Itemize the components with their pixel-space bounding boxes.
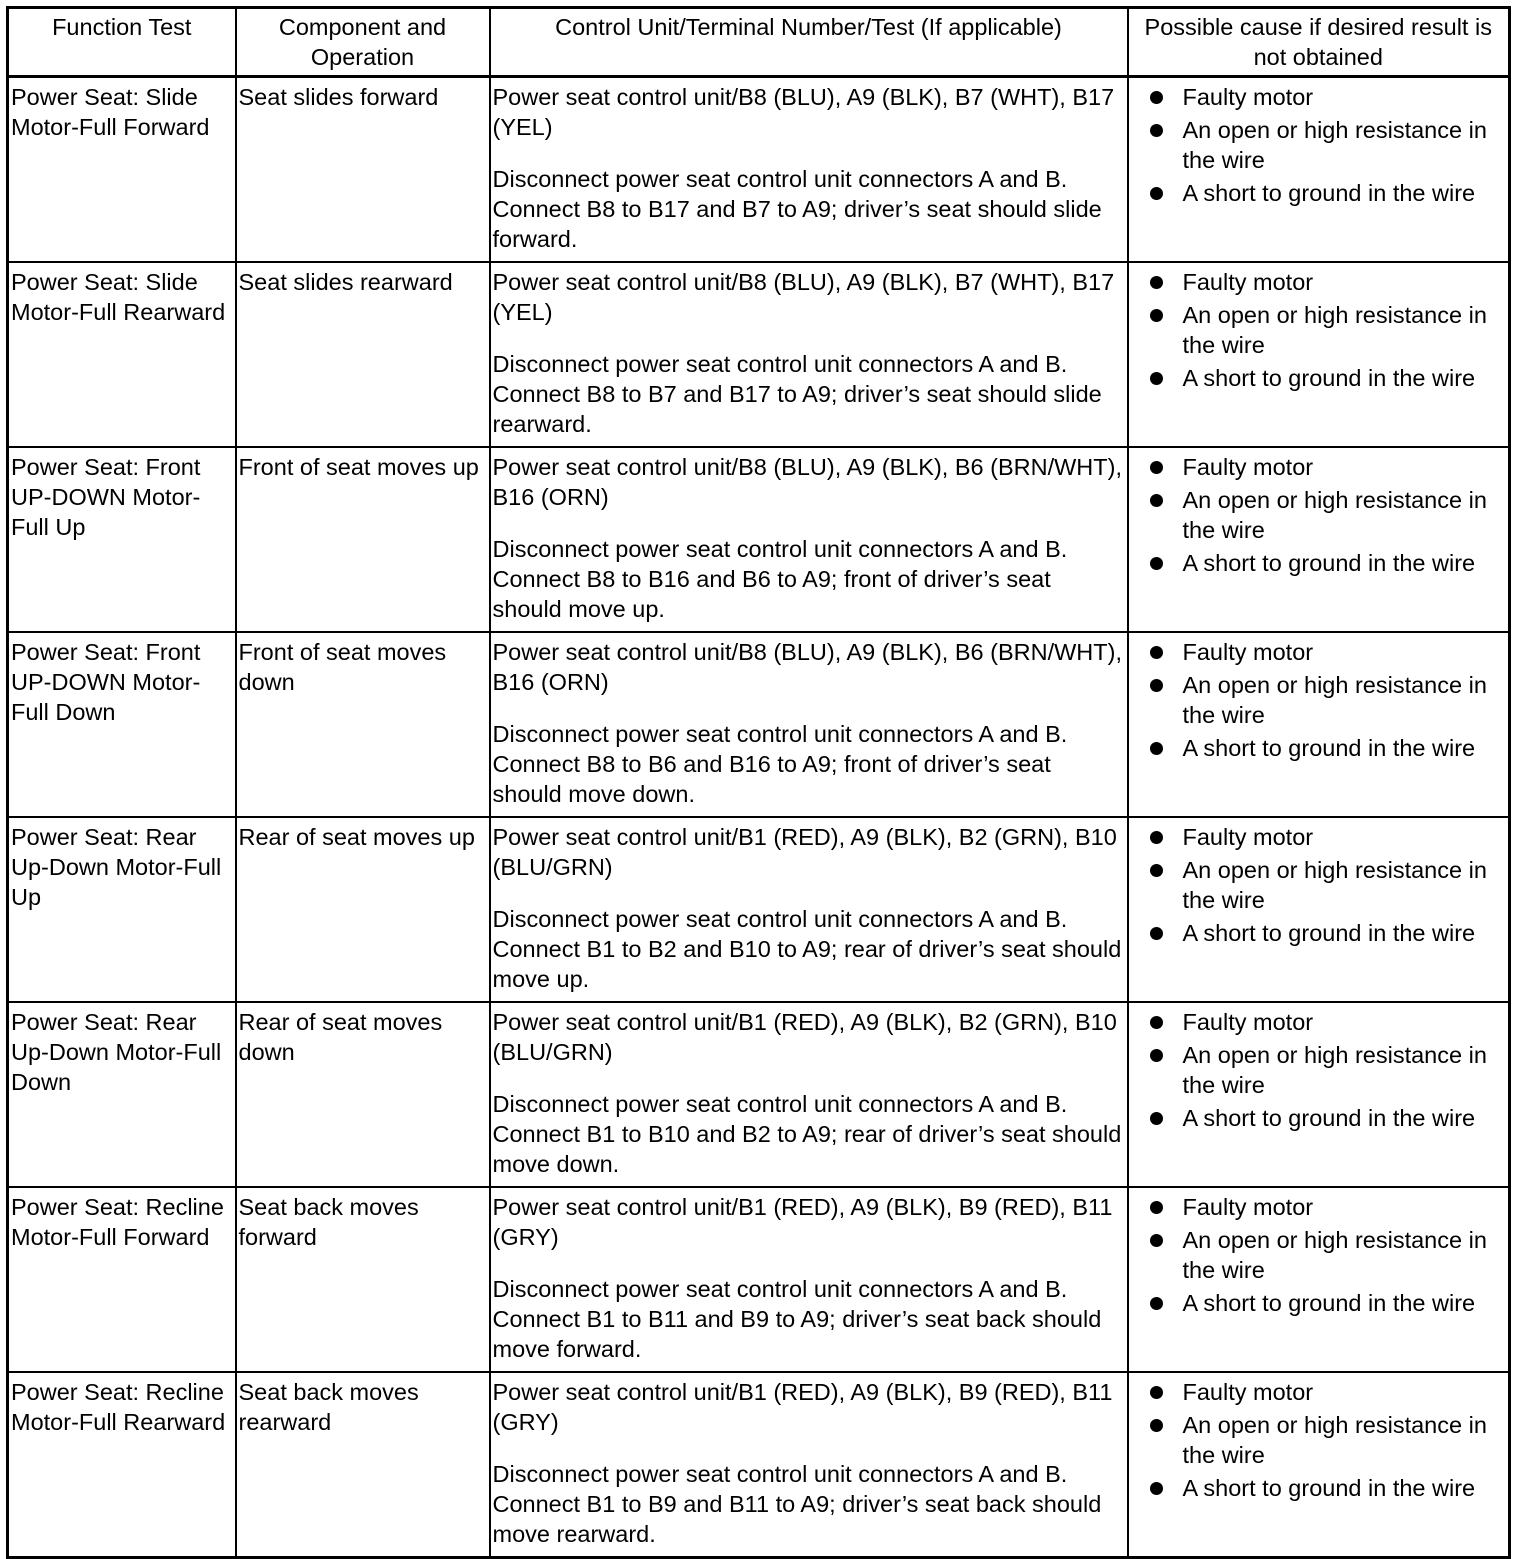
cause-item (1131, 1040, 1507, 1100)
cause-text: An open or high resistance in the wire (1182, 487, 1487, 543)
cause-item (1131, 82, 1507, 112)
component-operation-cell: Rear of seat moves down (236, 1002, 490, 1187)
control-unit-cell (490, 817, 1128, 1002)
cause-list (1131, 267, 1507, 393)
cause-list (1131, 637, 1507, 763)
table-row (8, 1187, 1510, 1372)
test-procedure: Disconnect power seat control unit connectors A and B. Connect B1 to B11 and B9 to A9; driver’s seat back should move forward. (492, 1276, 1102, 1362)
bullet-icon (1150, 1016, 1163, 1029)
cause-item (1131, 1103, 1507, 1133)
control-unit-cell (490, 447, 1128, 632)
function-test-cell: Power Seat: Front UP-DOWN Motor-Full Up (8, 447, 236, 632)
cause-item (1131, 267, 1507, 297)
cause-list (1131, 822, 1507, 948)
terminal-list: Power seat control unit/B1 (RED), A9 (BLK), B9 (RED), B11 (GRY) (492, 1379, 1113, 1435)
possible-cause-cell (1128, 1372, 1510, 1558)
header-row (8, 8, 1510, 77)
cause-text: An open or high resistance in the wire (1182, 672, 1487, 728)
cause-text: An open or high resistance in the wire (1182, 302, 1487, 358)
table-body (8, 77, 1510, 1558)
control-unit-cell (490, 1372, 1128, 1558)
cause-item (1131, 918, 1507, 948)
terminal-list: Power seat control unit/B1 (RED), A9 (BLK), B2 (GRN), B10 (BLU/GRN) (492, 824, 1117, 880)
cause-list (1131, 1192, 1507, 1318)
possible-cause-cell (1128, 632, 1510, 817)
cause-text: A short to ground in the wire (1182, 1475, 1476, 1501)
bullet-icon (1150, 461, 1163, 474)
terminal-list: Power seat control unit/B1 (RED), A9 (BLK), B2 (GRN), B10 (BLU/GRN) (492, 1009, 1117, 1065)
test-procedure: Disconnect power seat control unit connectors A and B. Connect B8 to B16 and B6 to A9; front of driver’s seat should move up. (492, 536, 1068, 622)
control-unit-cell (490, 632, 1128, 817)
cause-item (1131, 452, 1507, 482)
possible-cause-cell (1128, 77, 1510, 263)
bullet-icon (1150, 646, 1163, 659)
possible-cause-cell (1128, 817, 1510, 1002)
cause-item (1131, 1007, 1507, 1037)
terminal-list: Power seat control unit/B8 (BLU), A9 (BLK), B7 (WHT), B17 (YEL) (492, 84, 1115, 140)
function-test-cell: Power Seat: Rear Up-Down Motor-Full Down (8, 1002, 236, 1187)
bullet-icon (1150, 1297, 1163, 1310)
bullet-icon (1150, 309, 1163, 322)
cause-text: A short to ground in the wire (1182, 735, 1476, 761)
terminal-list: Power seat control unit/B8 (BLU), A9 (BLK), B7 (WHT), B17 (YEL) (492, 269, 1115, 325)
cause-item (1131, 637, 1507, 667)
cause-text: Faulty motor (1182, 639, 1314, 665)
test-procedure: Disconnect power seat control unit connectors A and B. Connect B1 to B10 and B2 to A9; rear of driver’s seat should move down. (492, 1091, 1122, 1177)
cause-item (1131, 1288, 1507, 1318)
bullet-icon (1150, 557, 1163, 570)
cause-item (1131, 178, 1507, 208)
terminal-list: Power seat control unit/B8 (BLU), A9 (BLK), B6 (BRN/WHT), B16 (ORN) (492, 639, 1122, 695)
test-procedure: Disconnect power seat control unit connectors A and B. Connect B8 to B6 and B16 to A9; front of driver’s seat should move down. (492, 721, 1068, 807)
cause-text: A short to ground in the wire (1182, 1290, 1476, 1316)
test-procedure: Disconnect power seat control unit connectors A and B. Connect B8 to B17 and B7 to A9; driver’s seat should slide forward. (492, 166, 1102, 252)
terminal-list: Power seat control unit/B8 (BLU), A9 (BLK), B6 (BRN/WHT), B16 (ORN) (492, 454, 1122, 510)
bullet-icon (1150, 1049, 1163, 1062)
bullet-icon (1150, 1201, 1163, 1214)
table-row (8, 632, 1510, 817)
cause-text: Faulty motor (1182, 84, 1314, 110)
component-operation-cell: Rear of seat moves up (236, 817, 490, 1002)
cause-item (1131, 300, 1507, 360)
cause-text: An open or high resistance in the wire (1182, 117, 1487, 173)
cause-text: Faulty motor (1182, 1379, 1314, 1405)
cause-text: Faulty motor (1182, 824, 1314, 850)
cause-item (1131, 855, 1507, 915)
cause-item (1131, 1192, 1507, 1222)
bullet-icon (1150, 372, 1163, 385)
cause-item (1131, 548, 1507, 578)
component-operation-cell: Seat slides rearward (236, 262, 490, 447)
cause-text: An open or high resistance in the wire (1182, 1227, 1487, 1283)
cause-text: A short to ground in the wire (1182, 365, 1476, 391)
bullet-icon (1150, 831, 1163, 844)
cause-item (1131, 1225, 1507, 1285)
table-row (8, 447, 1510, 632)
control-unit-cell (490, 262, 1128, 447)
cause-text: A short to ground in the wire (1182, 550, 1476, 576)
table-row (8, 262, 1510, 447)
cause-text: Faulty motor (1182, 454, 1314, 480)
component-operation-cell: Seat back moves forward (236, 1187, 490, 1372)
cause-list (1131, 452, 1507, 578)
bullet-icon (1150, 1112, 1163, 1125)
cause-text: An open or high resistance in the wire (1182, 1042, 1487, 1098)
cause-list (1131, 1377, 1507, 1503)
bullet-icon (1150, 864, 1163, 877)
cause-text: An open or high resistance in the wire (1182, 857, 1487, 913)
bullet-icon (1150, 187, 1163, 200)
cause-item (1131, 1473, 1507, 1503)
test-procedure: Disconnect power seat control unit connectors A and B. Connect B1 to B2 and B10 to A9; rear of driver’s seat should move up. (492, 906, 1122, 992)
bullet-icon (1150, 742, 1163, 755)
table-row (8, 1372, 1510, 1558)
bullet-icon (1150, 679, 1163, 692)
bullet-icon (1150, 494, 1163, 507)
table-row (8, 1002, 1510, 1187)
function-test-cell: Power Seat: Front UP-DOWN Motor-Full Down (8, 632, 236, 817)
cause-item (1131, 1410, 1507, 1470)
component-operation-cell: Seat back moves rearward (236, 1372, 490, 1558)
bullet-icon (1150, 927, 1163, 940)
cause-text: Faulty motor (1182, 1194, 1314, 1220)
bullet-icon (1150, 124, 1163, 137)
cause-item (1131, 1377, 1507, 1407)
header-component-operation: Component and Operation (236, 8, 490, 77)
cause-list (1131, 82, 1507, 208)
function-test-cell: Power Seat: Recline Motor-Full Forward (8, 1187, 236, 1372)
cause-text: Faulty motor (1182, 269, 1314, 295)
component-operation-cell: Front of seat moves up (236, 447, 490, 632)
function-test-cell: Power Seat: Slide Motor-Full Rearward (8, 262, 236, 447)
bullet-icon (1150, 1419, 1163, 1432)
cause-item (1131, 733, 1507, 763)
cause-item (1131, 485, 1507, 545)
cause-item (1131, 363, 1507, 393)
function-test-cell: Power Seat: Rear Up-Down Motor-Full Up (8, 817, 236, 1002)
table-row (8, 817, 1510, 1002)
control-unit-cell (490, 1002, 1128, 1187)
bullet-icon (1150, 1386, 1163, 1399)
cause-item (1131, 670, 1507, 730)
function-test-cell: Power Seat: Slide Motor-Full Forward (8, 77, 236, 263)
header-possible-cause: Possible cause if desired result is not obtained (1128, 8, 1510, 77)
bullet-icon (1150, 276, 1163, 289)
test-procedure: Disconnect power seat control unit connectors A and B. Connect B1 to B9 and B11 to A9; driver’s seat back should move rearward. (492, 1461, 1102, 1547)
cause-text: Faulty motor (1182, 1009, 1314, 1035)
terminal-list: Power seat control unit/B1 (RED), A9 (BLK), B9 (RED), B11 (GRY) (492, 1194, 1113, 1250)
cause-item (1131, 822, 1507, 852)
cause-text: An open or high resistance in the wire (1182, 1412, 1487, 1468)
bullet-icon (1150, 1482, 1163, 1495)
bullet-icon (1150, 1234, 1163, 1247)
function-test-cell: Power Seat: Recline Motor-Full Rearward (8, 1372, 236, 1558)
header-control-unit-terminal-test: Control Unit/Terminal Number/Test (If applicable) (490, 8, 1128, 77)
bullet-icon (1150, 91, 1163, 104)
control-unit-cell (490, 1187, 1128, 1372)
function-test-table (6, 6, 1511, 1559)
possible-cause-cell (1128, 1187, 1510, 1372)
cause-item (1131, 115, 1507, 175)
cause-text: A short to ground in the wire (1182, 920, 1476, 946)
possible-cause-cell (1128, 447, 1510, 632)
header-function-test: Function Test (8, 8, 236, 77)
cause-list (1131, 1007, 1507, 1133)
cause-text: A short to ground in the wire (1182, 180, 1476, 206)
control-unit-cell (490, 77, 1128, 263)
component-operation-cell: Front of seat moves down (236, 632, 490, 817)
test-procedure: Disconnect power seat control unit connectors A and B. Connect B8 to B7 and B17 to A9; driver’s seat should slide rearward. (492, 351, 1102, 437)
component-operation-cell: Seat slides forward (236, 77, 490, 263)
possible-cause-cell (1128, 262, 1510, 447)
cause-text: A short to ground in the wire (1182, 1105, 1476, 1131)
table-row (8, 77, 1510, 263)
possible-cause-cell (1128, 1002, 1510, 1187)
